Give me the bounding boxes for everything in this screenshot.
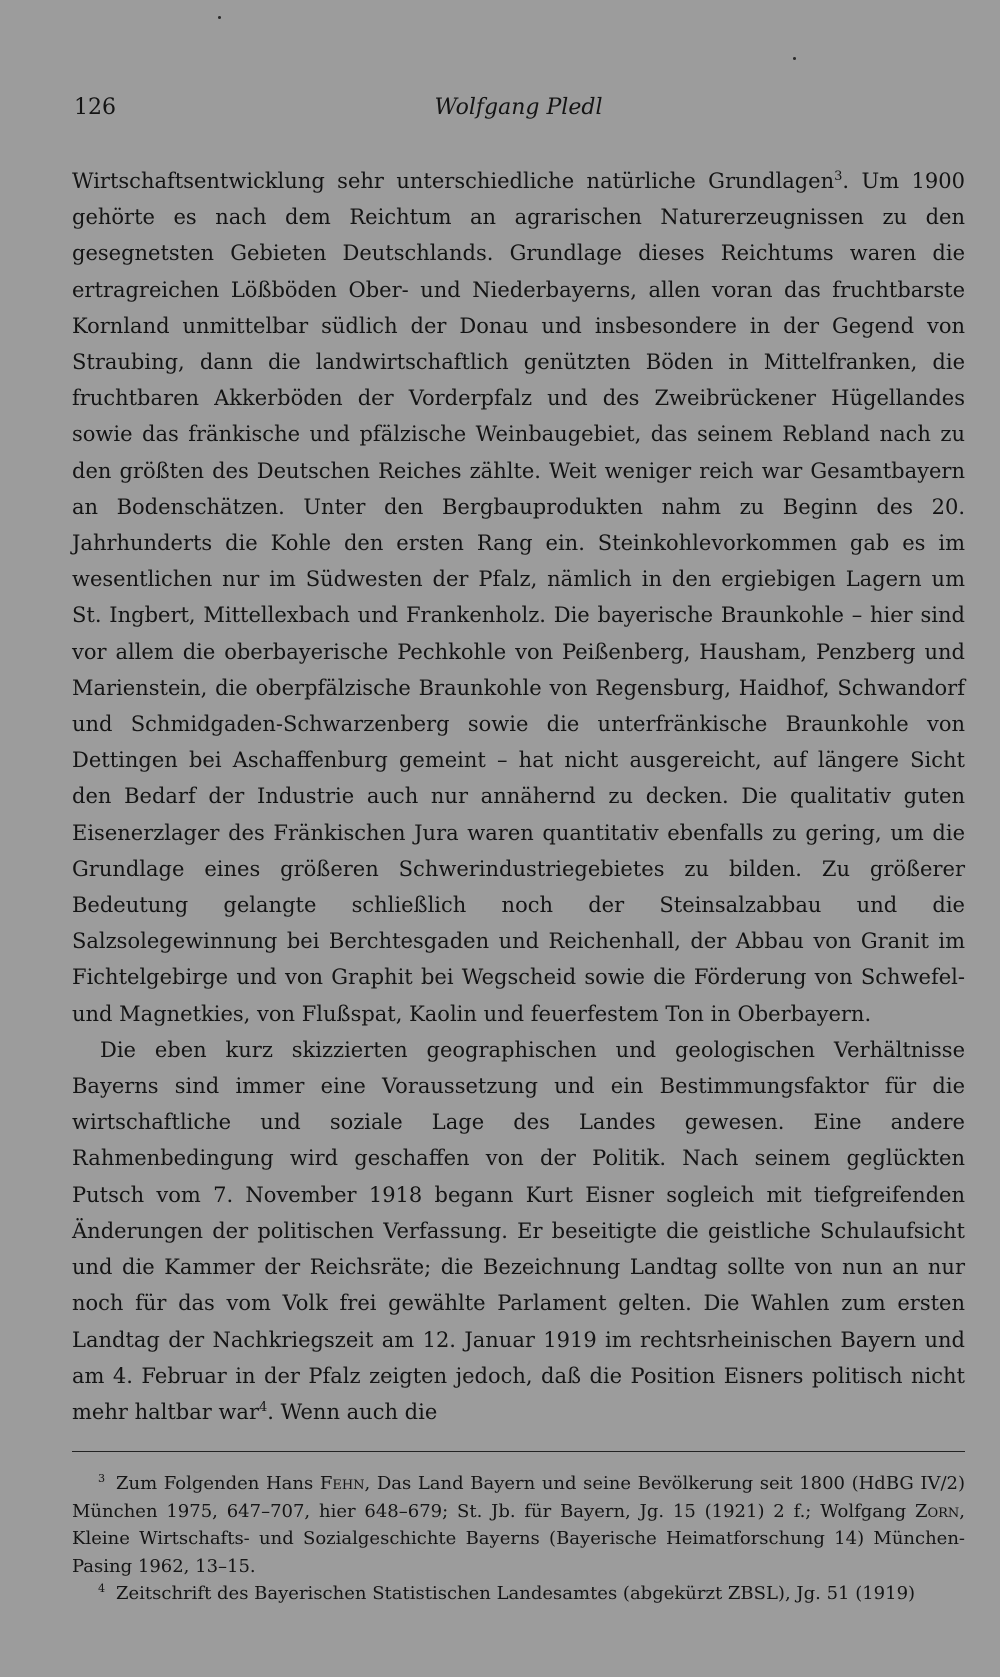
body-text	[72, 163, 965, 1430]
paragraph	[72, 163, 965, 1032]
paragraph-text: . Wenn auch die	[267, 1399, 438, 1424]
paragraph	[72, 1032, 965, 1430]
page-number: 126	[74, 95, 116, 120]
paragraph-text: Wirtschaftsentwicklung sehr unterschiedliche natürliche Grundlagen	[72, 169, 835, 193]
footnote-text: , Das Land Bayern und seine Bevölkerung seit 1800 (HdBG IV/2) München 1975, 647–707, hier 648–679; St. Jb. für Bayern, Jg. 15 (1921) 2 f.; Wolfgang	[72, 1473, 965, 1522]
footnote-text: Zum Folgenden Hans	[116, 1473, 320, 1494]
footnote: $^3$ Zum Folgenden Hans Fehn, Das Land Bayern und seine Bevölkerung seit 1800 (HdBG IV/2) München 1975, 647–707, hier 648–679; St. Jb. für Bayern, Jg. 15 (1921) 2 f.; Wolfgang Zorn, Kleine Wirtschafts- und Sozialgeschichte Bayerns (Bayerische Heimatforschung 14) München-Pasing 1962, 13–15.	[72, 1472, 965, 1577]
paragraph-text: Die eben kurz skizzierten geographischen und geologischen Verhältnisse Bayerns sind immer eine Voraussetzung und ein Bestimmungsfaktor für die wirtschaftliche und soziale Lage des Landes gewesen. Eine andere Rahmenbedingung wird geschaffen von der Politik. Nach seinem geglückten Putsch vom 7. November 1918 begann Kurt Eisner sogleich mit tiefgreifenden Änderungen der politischen Verfassung. Er beseitigte die geistliche Schulaufsicht und die Kammer der Reichsräte; die Bezeichnung Landtag sollte von nun an nur noch für das vom Volk frei gewählte Parlament gelten. Die Wahlen zum ersten Landtag der Nachkriegszeit am 12. Januar 1919 im rechtsrheinischen Bayern und am 4. Februar in der Pfalz zeigten jedoch, daß die Position Eisners politisch nicht mehr haltbar war	[72, 1037, 965, 1424]
footnotes	[72, 1470, 965, 1608]
book-page	[72, 0, 965, 1677]
footnote-reference: 4	[259, 1399, 268, 1415]
scan-speck	[218, 16, 221, 19]
footnote-text: Zeitschrift des Bayerischen Statistischen Landesamtes (abgekürzt ZBSL), Jg. 51 (1919)	[116, 1583, 916, 1604]
paragraph-text: . Um 1900 gehörte es nach dem Reichtum an agrarischen Naturerzeugnissen zu den gesegnetsten Gebieten Deutschlands. Grundlage dieses Reichtums waren die ertragreichen Lößböden Ober- und Niederbayerns, allen voran das fruchtbarste Kornland unmittelbar südlich der Donau und insbesondere in der Gegend von Straubing, dann die landwirtschaftlich genützten Böden in Mittelfranken, die fruchtbaren Akkerböden der Vorderpfalz und des Zweibrückener Hügellandes sowie das fränkische und pfälzische Weinbaugebiet, das seinem Rebland nach zu den größten des Deutschen Reiches zählte. Weit weniger reich war Gesamtbayern an Bodenschätzen. Unter den Bergbauprodukten nahm zu Beginn des 20. Jahrhunderts die Kohle den ersten Rang ein. Steinkohlevorkommen gab es im wesentlichen nur im Südwesten der Pfalz, nämlich in den ergiebigen Lagern um St. Ingbert, Mittellexbach und Frankenholz. Die bayerische Braunkohle – hier sind vor allem die oberbayerische Pechkohle von Peißenberg, Hausham, Penzberg und Marienstein, die oberpfälzische Braunkohle von Regensburg, Haidhof, Schwandorf und Schmidgaden-Schwarzenberg sowie die unterfränkische Braunkohle von Dettingen bei Aschaffenburg gemeint – hat nicht ausgereicht, auf längere Sicht den Bedarf der Industrie auch nur annähernd zu decken. Die qualitativ guten Eisenerzlager des Fränkischen Jura waren quantitativ ebenfalls zu gering, um die Grundlage eines größeren Schwerindustriegebietes zu bilden. Zu größerer Bedeutung gelangte schließlich noch der Steinsalzabbau und die Salzsolegewinnung bei Berchtesgaden und Reichenhall, der Abbau von Granit im Fichtelgebirge und von Graphit bei Wegscheid sowie die Förderung von Schwefel- und Magnetkies, von Flußspat, Kaolin und feuerfestem Ton in Oberbayern.	[72, 169, 965, 1026]
running-head	[72, 95, 965, 125]
footnote: $^4$ Zeitschrift des Bayerischen Statistischen Landesamtes (abgekürzt ZBSL), Jg. 51 (1919)	[98, 1582, 916, 1604]
footnote-text: , Kleine Wirtschafts- und Sozialgeschichte Bayerns (Bayerische Heimatforschung 14) München-Pasing 1962, 13–15.	[72, 1500, 965, 1577]
footnote-author: Zorn	[914, 1500, 960, 1522]
footnote-author: Fehn	[319, 1473, 365, 1494]
footnote-separator	[72, 1451, 965, 1452]
running-head-author: Wolfgang Pledl	[434, 95, 603, 120]
footnote-reference: 3	[834, 169, 843, 184]
scan-speck	[793, 57, 796, 60]
